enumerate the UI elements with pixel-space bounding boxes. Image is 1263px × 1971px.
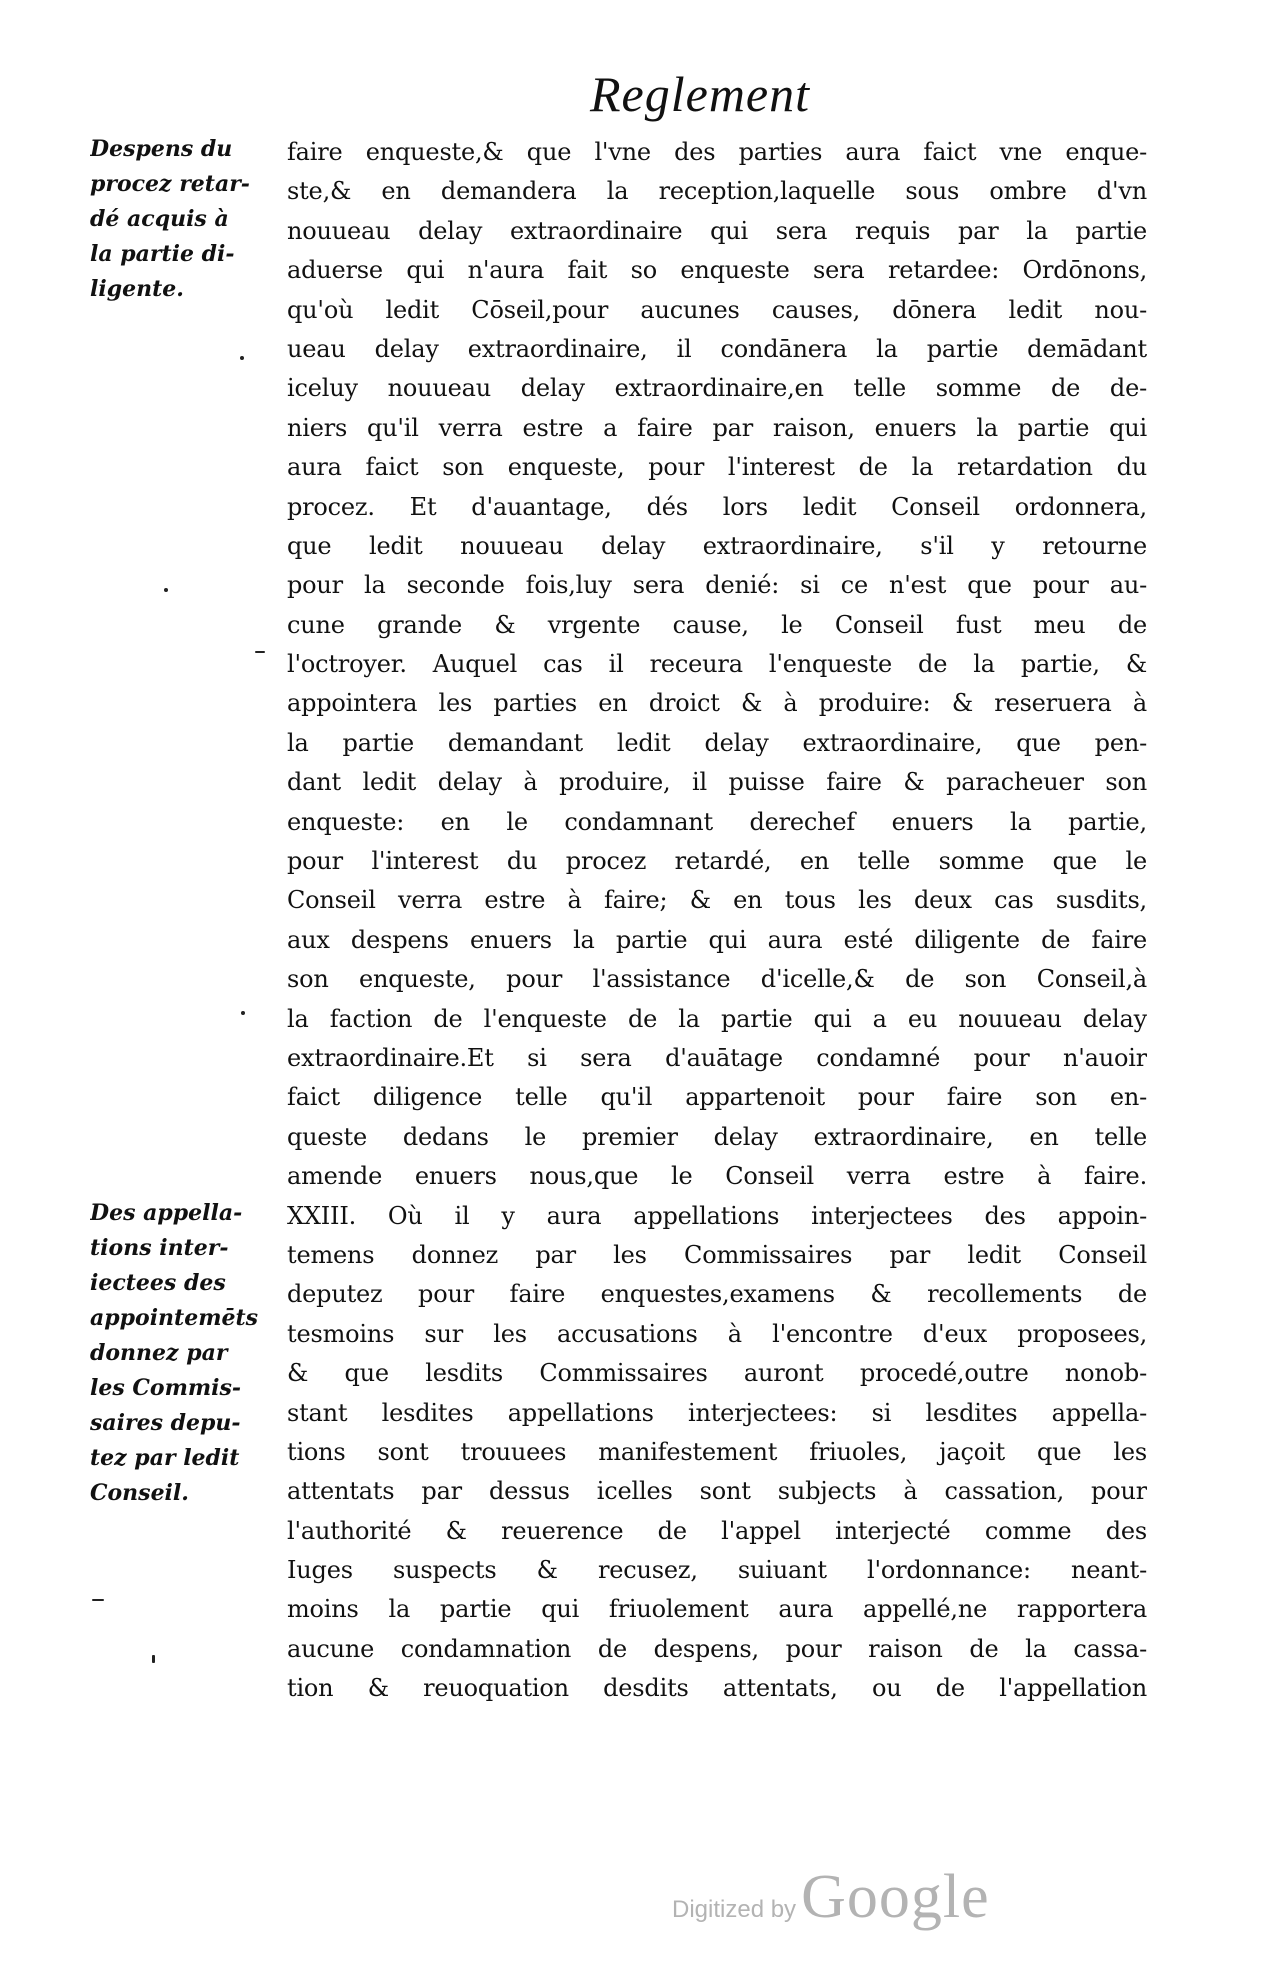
body-line: Conseil verra estre à faire; & en tous les deux cas susdits,: [287, 886, 1147, 915]
body-line: iceluy nouueau delay extraordinaire,en telle somme de de-: [287, 374, 1147, 403]
body-line: moins la partie qui friuolement aura appellé,ne rapportera: [287, 1595, 1147, 1624]
body-text: [287, 133, 1147, 1709]
margin-note-line: saires depu-: [90, 1410, 241, 1436]
margin-note-line: iectees des: [90, 1270, 226, 1296]
body-line: enqueste: en le condamnant derechef enuers la partie,: [287, 807, 1147, 836]
margin-note-line: Des appella-: [90, 1200, 243, 1226]
margin-note-line: tez par ledit: [90, 1445, 240, 1471]
body-line: faict diligence telle qu'il appartenoit pour faire son en-: [287, 1083, 1147, 1112]
body-line: attentats par dessus icelles sont subjects à cassation, pour: [287, 1477, 1147, 1506]
margin-note-line: procez retar-: [90, 171, 250, 197]
body-line: Iuges suspects & recusez, suiuant l'ordonnance: neant-: [287, 1556, 1147, 1585]
scan-speck: [255, 651, 265, 653]
body-line: extraordinaire.Et si sera d'auātage condamné pour n'auoir: [287, 1043, 1147, 1072]
running-title: Reglement: [590, 66, 811, 122]
body-line: tions sont trouuees manifestement friuoles, jaçoit que les: [287, 1437, 1147, 1466]
body-line: qu'où ledit Cōseil,pour aucunes causes, dōnera ledit nou-: [287, 295, 1147, 324]
body-line: ueau delay extraordinaire, il condānera la partie demādant: [287, 334, 1147, 363]
margin-note-line: les Commis-: [90, 1375, 242, 1401]
body-line: l'authorité & reuerence de l'appel interjecté comme des: [287, 1516, 1147, 1545]
body-line: procez. Et d'auantage, dés lors ledit Conseil ordonnera,: [287, 492, 1147, 521]
margin-note-line: appointemēts: [90, 1305, 259, 1331]
body-line: pour la seconde fois,luy sera denié: si ce n'est que pour au-: [287, 571, 1147, 600]
margin-note-line: tions inter-: [90, 1235, 229, 1261]
body-line: aura faict son enqueste, pour l'interest de la retardation du: [287, 453, 1147, 482]
margin-note-line: la partie di-: [90, 241, 235, 267]
body-line: cune grande & vrgente cause, le Conseil fust meu de: [287, 610, 1147, 639]
body-line: niers qu'il verra estre a faire par raison, enuers la partie qui: [287, 413, 1147, 442]
body-line: que ledit nouueau delay extraordinaire, s'il y retourne: [287, 531, 1147, 560]
scan-speck: [152, 1655, 155, 1663]
body-line: tion & reuoquation desdits attentats, ou de l'appellation: [287, 1674, 1147, 1703]
margin-note-line: ligente.: [90, 276, 184, 302]
scan-speck: [92, 1599, 104, 1601]
google-wordmark: Google: [801, 1863, 990, 1931]
margin-note-despens: [90, 132, 285, 307]
body-line: queste dedans le premier delay extraordinaire, en telle: [287, 1122, 1147, 1151]
body-line: aucune condamnation de despens, pour raison de la cassa-: [287, 1634, 1147, 1663]
body-line: amende enuers nous,que le Conseil verra estre à faire.: [287, 1162, 1147, 1191]
body-line: deputez pour faire enquestes,examens & recollements de: [287, 1280, 1147, 1309]
body-line: temens donnez par les Commissaires par ledit Conseil: [287, 1240, 1147, 1269]
body-line: la partie demandant ledit delay extraordinaire, que pen-: [287, 728, 1147, 757]
body-line: la faction de l'enqueste de la partie qui a eu nouueau delay: [287, 1004, 1147, 1033]
body-line: ste,& en demandera la reception,laquelle sous ombre d'vn: [287, 177, 1147, 206]
body-line: appointera les parties en droict & à produire: & reseruera à: [287, 689, 1147, 718]
body-line: son enqueste, pour l'assistance d'icelle,& de son Conseil,à: [287, 965, 1147, 994]
body-line: faire enqueste,& que l'vne des parties aura faict vne enque-: [287, 138, 1147, 166]
body-line: tesmoins sur les accusations à l'encontre d'eux proposees,: [287, 1319, 1147, 1348]
body-line: nouueau delay extraordinaire qui sera requis par la partie: [287, 216, 1147, 245]
margin-note-line: Conseil.: [90, 1480, 189, 1506]
margin-note-line: donnez par: [90, 1340, 228, 1366]
body-line: aduerse qui n'aura fait so enqueste sera retardee: Ordōnons,: [287, 256, 1147, 285]
margin-note-line: Despens du: [90, 136, 233, 162]
body-line: aux despens enuers la partie qui aura esté diligente de faire: [287, 925, 1147, 954]
digitized-by-label: Digitized by: [672, 1896, 797, 1923]
scan-speck: [164, 588, 168, 592]
scan-speck: [240, 356, 244, 360]
digitized-by-google-watermark: [672, 1862, 1032, 1933]
margin-note-line: dé acquis à: [90, 206, 229, 232]
body-line: pour l'interest du procez retardé, en telle somme que le: [287, 847, 1147, 876]
body-line: & que lesdits Commissaires auront procedé,outre nonob-: [287, 1359, 1147, 1388]
scan-speck: [241, 1011, 245, 1015]
body-line: XXIII. Où il y aura appellations interjectees des appoin-: [287, 1201, 1147, 1230]
body-line: l'octroyer. Auquel cas il receura l'enqueste de la partie, &: [287, 650, 1147, 679]
body-line: dant ledit delay à produire, il puisse faire & paracheuer son: [287, 768, 1147, 797]
body-line: stant lesdites appellations interjectees: si lesdites appella-: [287, 1398, 1147, 1427]
margin-note-appellations: [90, 1196, 285, 1511]
